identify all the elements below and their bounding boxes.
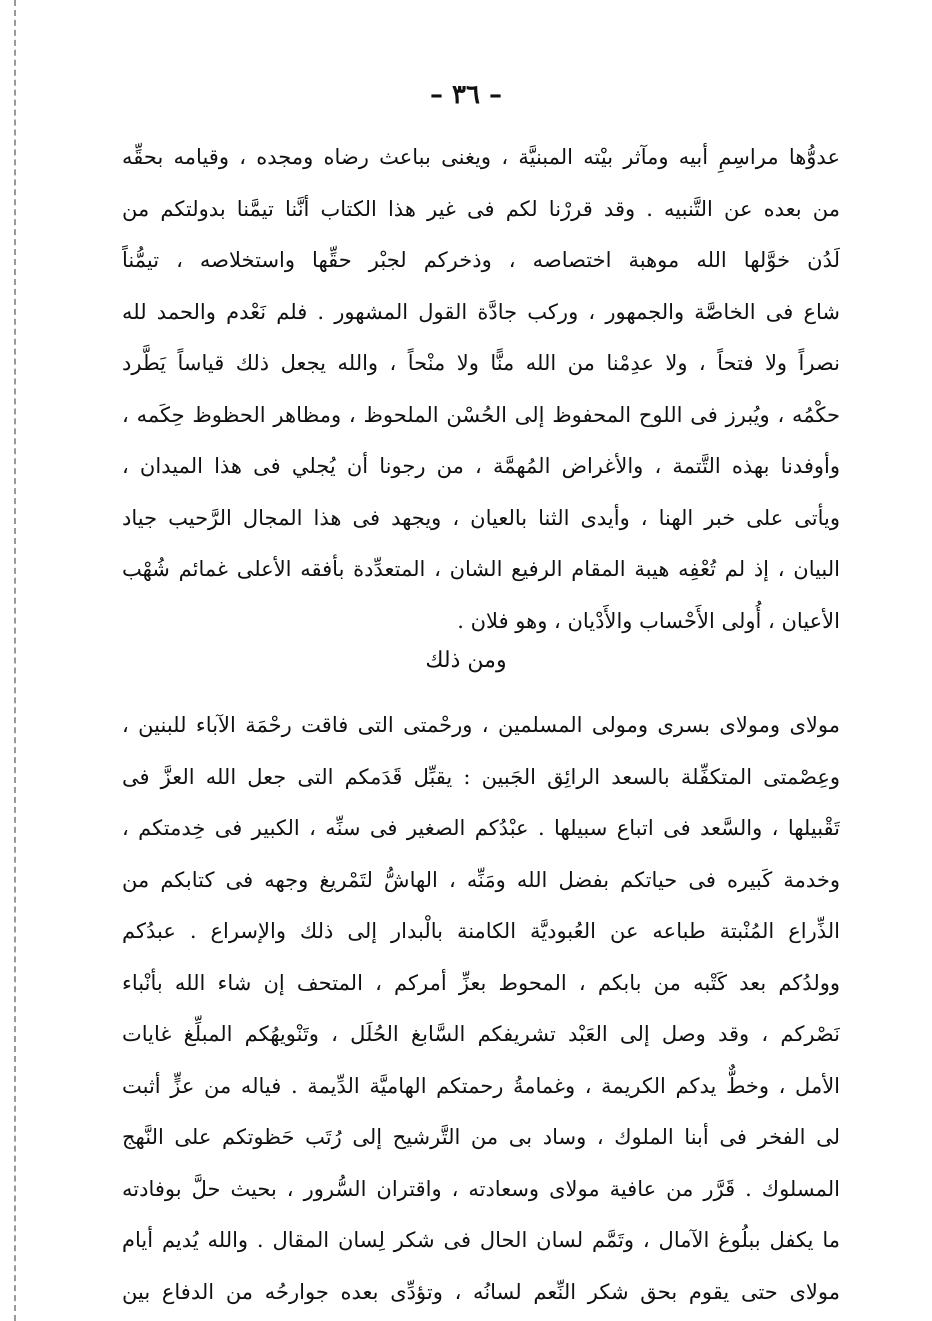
paragraph-1 — [122, 132, 840, 647]
section-heading: ومن ذلك — [425, 648, 507, 673]
text-line: عدوُّها مراسِمِ أبيه ومآثر بيْته المبنيَّة ، ويغنى بباعث رضاه ومجده ، وقيامه بحقِّه — [122, 145, 840, 169]
text-line: حكْمُه ، ويُبرز فى اللوح المحفوظ إلى الحُسْن الملحوظ ، ومظاهر الحظوظ حِكَمه ، — [122, 402, 840, 427]
text-line: البيان ، إذ لم تُعْفِه هيبة المقام الرفيع الشان ، المتعدِّدة بأفقه الأعلى غمائم شُهْب — [122, 557, 840, 581]
text-line: وخدمة كَبيره فى حياتكم بفضل الله ومَنِّه ، الهاشُّ لتَمْريغ وجهه فى كتابكم من — [122, 867, 840, 892]
text-line: نصراً ولا فتحاً ، ولا عدِمْنا من الله منًّا ولا منْحاً ، والله يجعل ذلك قياساً يَطَّرد — [122, 351, 840, 375]
text-line: الأعيان ، أُولى الأَحْساب والأَدْيان ، وهو فلان . — [457, 608, 840, 633]
text-line: المسلوك . قَرَّر من عافية مولاى وسعادته ، واقتران السُّرور ، بحيث حلَّ بوفادته — [122, 1176, 840, 1201]
text-line: ويأتى على خبر الهنا ، وأيدى الثنا بالعيان ، ويجهد فى هذا المجال الرَّحيب جياد — [122, 505, 840, 530]
text-line: الذِّراع المُنْبتة طباعه عن العُبوديَّة الكامنة بالْبدار إلى ذلك والإسراع . عبدُكم — [122, 919, 840, 943]
text-line: لى الفخر فى أبنا الملوك ، وساد بى من التَّرشيح إلى رُتَب حَظوتكم على النَّهج — [122, 1125, 840, 1149]
text-line: ما يكفل ببلُوغ الآمال ، وتَمَّم لسان الحال فى شكر لِسان المقال . والله يُديم أيام — [122, 1228, 840, 1252]
text-line: مولاى ومولاى بسرى ومولى المسلمين ، ورحْمتى التى فاقت رحْمَة الآباء للبنين ، — [122, 713, 840, 737]
text-line: وأوفدنا بهذه التَّتمة ، والأغراض المُهمَّة ، من رجونا أن يُجلي فى هذا الميدان ، — [122, 454, 840, 478]
text-line: نَصْركم ، وقد وصل إلى العَبْد تشريفكم السَّابغ الحُلَل ، وتَنْويهُكم المبلِّغ غايات — [122, 1022, 840, 1046]
page-number: – ٣٦ – — [429, 80, 503, 110]
text-line: من بعده عن التَّنبيه . وقد قررْنا لكم فى غير هذا الكتاب أنَّنا تيمَّنا بدولتكم من — [122, 196, 840, 221]
text-line: شاع فى الخاصَّة والجمهور ، وركب جادَّة القول المشهور . فلم نَعْدم والحمد لله — [122, 299, 840, 324]
text-line: وولدُكم بعد كَتْبه من بابكم ، المحوط بعزِّ أمركم ، المتحف إن شاء الله بأنْباء — [122, 970, 840, 995]
paragraph-2 — [122, 700, 840, 1318]
text-line: مولاى حتى يقوم بحق شكر النِّعم لسانُه ، وتؤدِّى بعده جوارحُه من الدفاع بين — [122, 1279, 840, 1304]
text-line: الأمل ، وخطٌّ يدكم الكريمة ، وغمامةُ رحمتكم الهاميَّة الدِّيمة . فياله من عزٍّ أثبت — [122, 1073, 840, 1098]
text-line: وعِصْمتى المتكفِّلة بالسعد الرائِق الجَبين : يقبِّل قَدَمكم التى جعل الله العزَّ فى — [122, 764, 840, 789]
text-line: تَقْبيلها ، والسَّعد فى اتباع سبيلها . عبْدُكم الصغير فى سنِّه ، الكبير فى خِدمتكم ، — [122, 816, 840, 840]
text-line: لَدُن خوَّلها الله موهبة اختصاصه ، وذخركم لجبْر حقِّها واستخلاصه ، تيمُّناً — [122, 248, 840, 272]
